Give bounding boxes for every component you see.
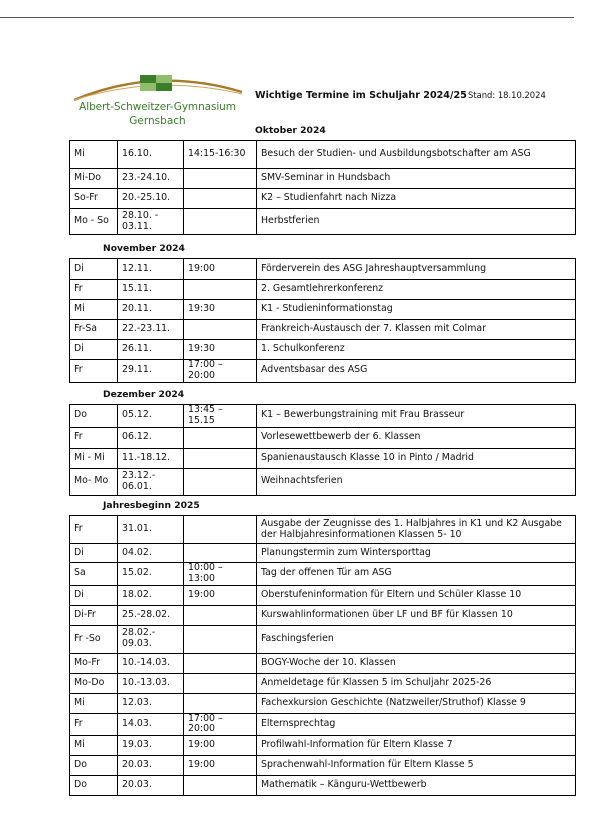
section-title: Dezember 2024: [103, 389, 185, 400]
table-row: [70, 189, 576, 209]
school-logo: [70, 72, 245, 132]
document-date: Stand: 18.10.2024: [468, 90, 546, 100]
time-cell: 19:30: [184, 300, 257, 320]
schedule-table: [69, 140, 576, 235]
table-row: [70, 605, 576, 625]
document-title: Wichtige Termine im Schuljahr 2024/25: [255, 90, 467, 101]
time-cell: 14:15-16:30: [184, 141, 257, 169]
table-row: [70, 713, 576, 736]
day-cell: Mo-Fr: [70, 653, 118, 673]
date-cell: 23.12.- 06.01.: [118, 468, 184, 495]
day-cell: Di: [70, 544, 118, 563]
school-city: Gernsbach: [129, 115, 186, 127]
table-row: [70, 756, 576, 776]
event-cell: Adventsbasar des ASG: [257, 360, 576, 383]
day-cell: Mo-Do: [70, 673, 118, 693]
day-cell: Do: [70, 776, 118, 796]
date-cell: 10.-13.03.: [118, 673, 184, 693]
table-row: [70, 300, 576, 320]
date-cell: 12.11.: [118, 259, 184, 280]
table-row: [70, 585, 576, 605]
time-cell: 13:45 – 15.15: [184, 405, 257, 428]
date-cell: 20.03.: [118, 756, 184, 776]
day-cell: Di: [70, 340, 118, 360]
table-row: [70, 360, 576, 383]
event-cell: Förderverein des ASG Jahreshauptversammlung: [257, 259, 576, 280]
table-row: [70, 544, 576, 563]
time-cell: [184, 625, 257, 653]
time-cell: [184, 209, 257, 235]
table-row: [70, 625, 576, 653]
time-cell: 19:00: [184, 259, 257, 280]
time-cell: [184, 516, 257, 544]
table-row: [70, 427, 576, 448]
day-cell: Do: [70, 756, 118, 776]
section-title: November 2024: [103, 243, 185, 254]
day-cell: Mi: [70, 141, 118, 169]
day-cell: Sa: [70, 563, 118, 586]
section-title: Jahresbeginn 2025: [103, 500, 200, 511]
event-cell: K2 – Studienfahrt nach Nizza: [257, 189, 576, 209]
time-cell: 19:00: [184, 736, 257, 756]
time-cell: 19:00: [184, 756, 257, 776]
table-row: [70, 673, 576, 693]
day-cell: Mi-Do: [70, 169, 118, 189]
day-cell: Mi: [70, 300, 118, 320]
table-row: [70, 141, 576, 169]
day-cell: Di-Fr: [70, 605, 118, 625]
event-cell: Faschingsferien: [257, 625, 576, 653]
time-cell: 19:30: [184, 340, 257, 360]
event-cell: Weihnachtsferien: [257, 468, 576, 495]
time-cell: [184, 693, 257, 713]
event-cell: Mathematik – Känguru-Wettbewerb: [257, 776, 576, 796]
table-row: [70, 736, 576, 756]
event-cell: Sprachenwahl-Information für Eltern Klasse 5: [257, 756, 576, 776]
table-row: [70, 169, 576, 189]
date-cell: 23.-24.10.: [118, 169, 184, 189]
event-cell: SMV-Seminar in Hundsbach: [257, 169, 576, 189]
table-row: [70, 448, 576, 468]
date-cell: 05.12.: [118, 405, 184, 428]
day-cell: Mi: [70, 693, 118, 713]
event-cell: Elternsprechtag: [257, 713, 576, 736]
table-row: [70, 259, 576, 280]
date-cell: 19.03.: [118, 736, 184, 756]
day-cell: Mi - Mi: [70, 448, 118, 468]
event-cell: Besuch der Studien- und Ausbildungsbotschafter am ASG: [257, 141, 576, 169]
date-cell: 04.02.: [118, 544, 184, 563]
event-cell: Fachexkursion Geschichte (Natzweiler/Struthof) Klasse 9: [257, 693, 576, 713]
date-cell: 20.03.: [118, 776, 184, 796]
time-cell: [184, 169, 257, 189]
event-cell: Tag der offenen Tür am ASG: [257, 563, 576, 586]
date-cell: 10.-14.03.: [118, 653, 184, 673]
event-cell: K1 – Bewerbungstraining mit Frau Brasseur: [257, 405, 576, 428]
schedule-table: [69, 404, 576, 496]
event-cell: Vorlesewettbewerb der 6. Klassen: [257, 427, 576, 448]
event-cell: 2. Gesamtlehrerkonferenz: [257, 280, 576, 300]
section-title: Oktober 2024: [255, 125, 326, 136]
day-cell: Fr: [70, 360, 118, 383]
table-row: [70, 320, 576, 340]
date-cell: 11.-18.12.: [118, 448, 184, 468]
logo-graphic: [70, 72, 245, 102]
time-cell: [184, 776, 257, 796]
school-name: Albert-Schweitzer-Gymnasium: [79, 101, 236, 113]
date-cell: 28.02.- 09.03.: [118, 625, 184, 653]
time-cell: [184, 653, 257, 673]
time-cell: [184, 280, 257, 300]
event-cell: Frankreich-Austausch der 7. Klassen mit Colmar: [257, 320, 576, 340]
date-cell: 15.02.: [118, 563, 184, 586]
table-row: [70, 516, 576, 544]
table-row: [70, 340, 576, 360]
table-row: [70, 653, 576, 673]
time-cell: [184, 427, 257, 448]
date-cell: 26.11.: [118, 340, 184, 360]
date-cell: 18.02.: [118, 585, 184, 605]
day-cell: Fr: [70, 280, 118, 300]
event-cell: Anmeldetage für Klassen 5 im Schuljahr 2025-26: [257, 673, 576, 693]
day-cell: So-Fr: [70, 189, 118, 209]
date-cell: 12.03.: [118, 693, 184, 713]
date-cell: 20.11.: [118, 300, 184, 320]
day-cell: Di: [70, 259, 118, 280]
day-cell: Fr: [70, 713, 118, 736]
date-cell: 31.01.: [118, 516, 184, 544]
time-cell: [184, 468, 257, 495]
event-cell: K1 - Studieninformationstag: [257, 300, 576, 320]
event-cell: Spanienaustausch Klasse 10 in Pinto / Madrid: [257, 448, 576, 468]
date-cell: 06.12.: [118, 427, 184, 448]
event-cell: Profilwahl-Information für Eltern Klasse 7: [257, 736, 576, 756]
time-cell: [184, 544, 257, 563]
date-cell: 29.11.: [118, 360, 184, 383]
event-cell: Oberstufeninformation für Eltern und Schüler Klasse 10: [257, 585, 576, 605]
date-cell: 16.10.: [118, 141, 184, 169]
day-cell: Fr -So: [70, 625, 118, 653]
day-cell: Fr: [70, 516, 118, 544]
time-cell: [184, 448, 257, 468]
event-cell: Kurswahlinformationen über LF und BF für Klassen 10: [257, 605, 576, 625]
table-row: [70, 209, 576, 235]
table-row: [70, 468, 576, 495]
day-cell: Do: [70, 405, 118, 428]
day-cell: Fr: [70, 427, 118, 448]
event-cell: Ausgabe der Zeugnisse des 1. Halbjahres in K1 und K2 Ausgabe der Halbjahresinformationen Klassen 5- 10: [257, 516, 576, 544]
time-cell: 19:00: [184, 585, 257, 605]
table-row: [70, 776, 576, 796]
schedule-table: [69, 515, 576, 796]
event-cell: Planungstermin zum Wintersporttag: [257, 544, 576, 563]
table-row: [70, 563, 576, 586]
day-cell: Mo - So: [70, 209, 118, 235]
date-cell: 22.-23.11.: [118, 320, 184, 340]
day-cell: Mo- Mo: [70, 468, 118, 495]
time-cell: [184, 189, 257, 209]
page-top-rule: [0, 0, 574, 18]
time-cell: 17:00 – 20:00: [184, 360, 257, 383]
day-cell: Di: [70, 585, 118, 605]
day-cell: Mi: [70, 736, 118, 756]
date-cell: 15.11.: [118, 280, 184, 300]
table-row: [70, 280, 576, 300]
time-cell: [184, 605, 257, 625]
event-cell: BOGY-Woche der 10. Klassen: [257, 653, 576, 673]
time-cell: 10:00 – 13:00: [184, 563, 257, 586]
date-cell: 20.-25.10.: [118, 189, 184, 209]
date-cell: 25.-28.02.: [118, 605, 184, 625]
time-cell: 17:00 – 20:00: [184, 713, 257, 736]
event-cell: Herbstferien: [257, 209, 576, 235]
date-cell: 28.10. - 03.11.: [118, 209, 184, 235]
table-row: [70, 693, 576, 713]
time-cell: [184, 673, 257, 693]
table-row: [70, 405, 576, 428]
event-cell: 1. Schulkonferenz: [257, 340, 576, 360]
time-cell: [184, 320, 257, 340]
schedule-table: [69, 258, 576, 383]
day-cell: Fr-Sa: [70, 320, 118, 340]
date-cell: 14.03.: [118, 713, 184, 736]
